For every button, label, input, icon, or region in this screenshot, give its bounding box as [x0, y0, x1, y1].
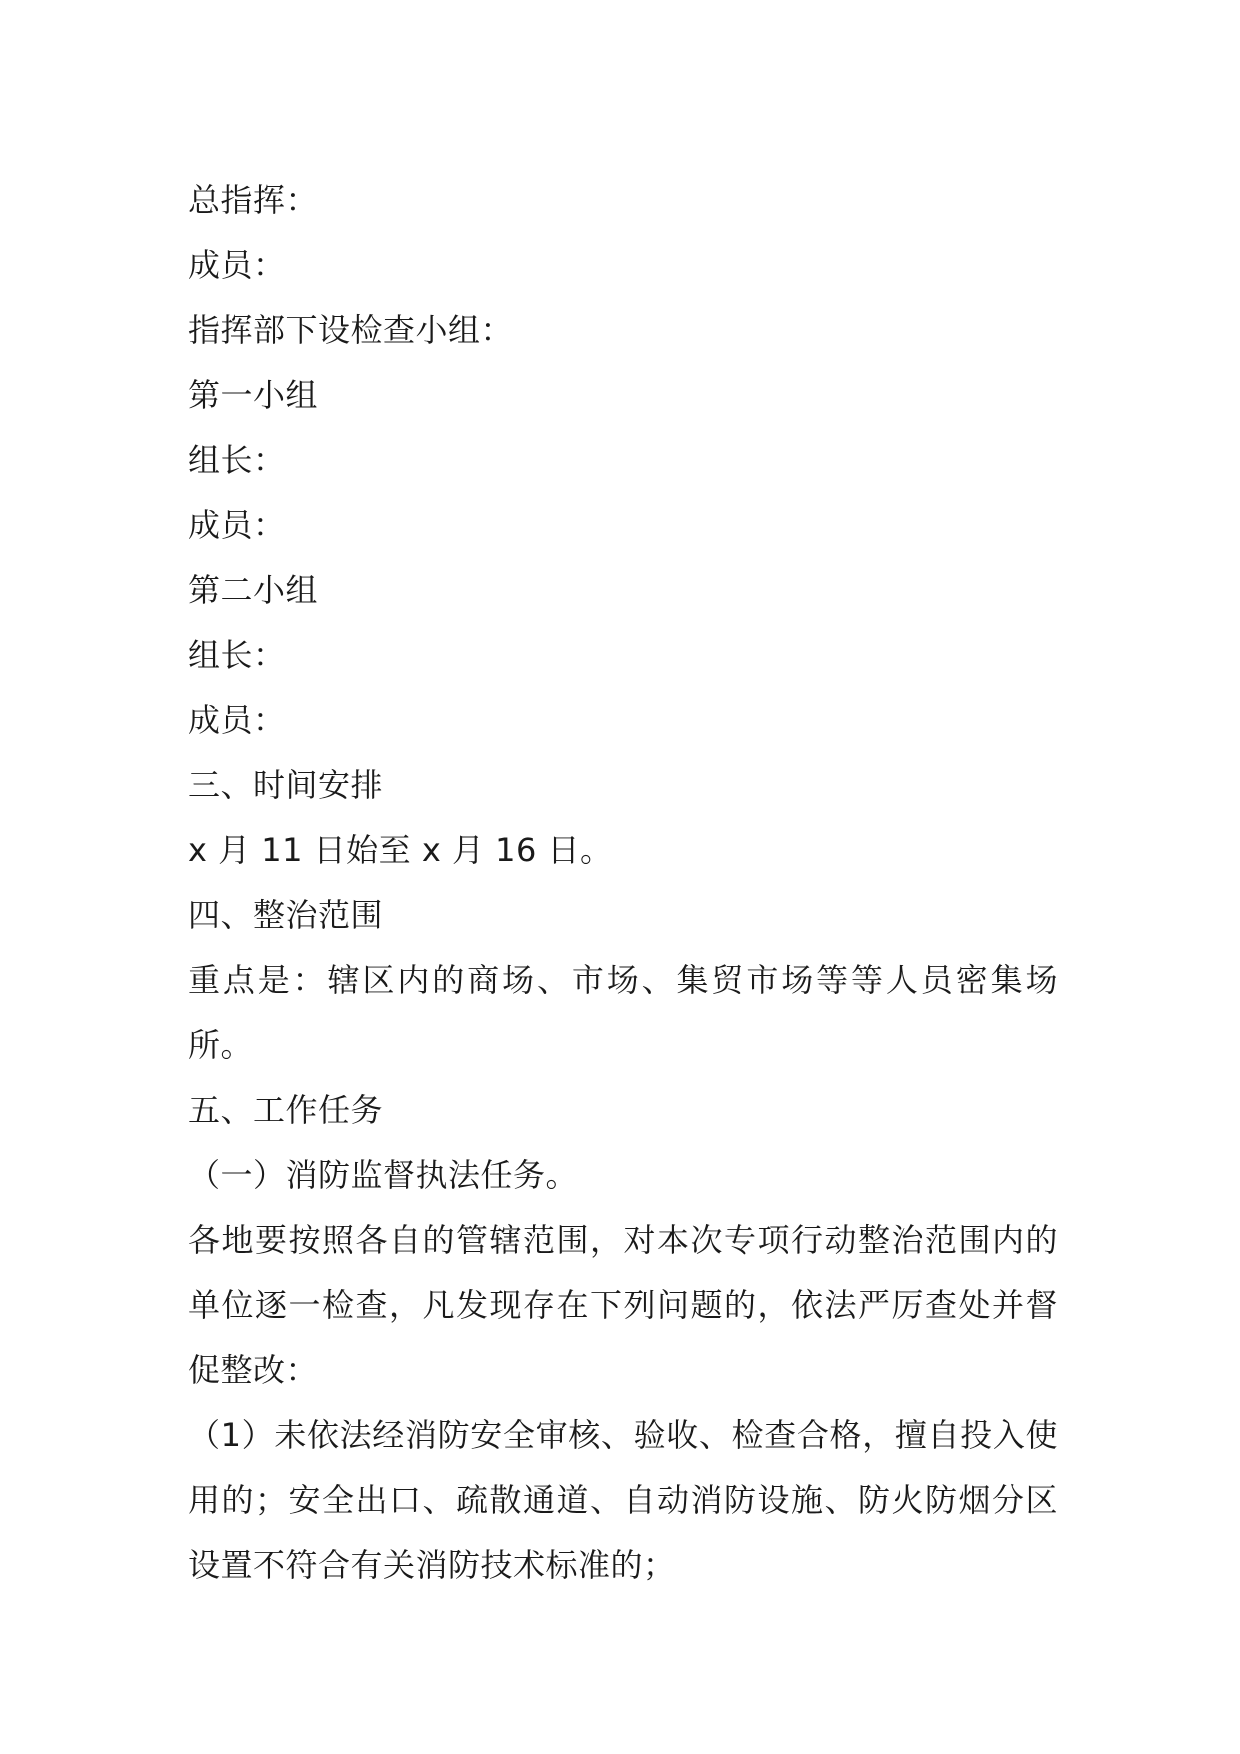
scope-heading: 四、整治范围 — [188, 896, 384, 934]
group-two-leader-label: 组长： — [188, 636, 286, 674]
commander-label: 总指挥： — [188, 181, 319, 219]
group-two-heading: 第二小组 — [188, 571, 319, 609]
scope-paragraph: 重点是：辖区内的商场、市场、集贸市场等等人员密集场所。 — [188, 961, 1058, 1064]
schedule-heading: 三、时间安排 — [188, 766, 384, 804]
inspection-groups-heading: 指挥部下设检查小组： — [188, 311, 514, 349]
members-label: 成员： — [188, 246, 286, 284]
schedule-text: x 月 11 日始至 x 月 16 日。 — [188, 831, 613, 869]
group-one-leader-label: 组长： — [188, 441, 286, 479]
fire-supervision-subheading: （一）消防监督执法任务。 — [188, 1156, 579, 1194]
group-one-members-label: 成员： — [188, 506, 286, 544]
inspection-task-paragraph: 各地要按照各自的管辖范围，对本次专项行动整治范围内的单位逐一检查，凡发现存在下列问题的，依法严厉查处并督促整改： — [188, 1221, 1058, 1389]
group-one-heading: 第一小组 — [188, 376, 319, 414]
work-tasks-heading: 五、工作任务 — [188, 1091, 384, 1129]
group-two-members-label: 成员： — [188, 701, 286, 739]
violation-item-one: （1）未依法经消防安全审核、验收、检查合格，擅自投入使用的；安全出口、疏散通道、自动消防设施、防火防烟分区设置不符合有关消防技术标准的； — [188, 1416, 1058, 1584]
document-body — [188, 168, 1058, 1598]
